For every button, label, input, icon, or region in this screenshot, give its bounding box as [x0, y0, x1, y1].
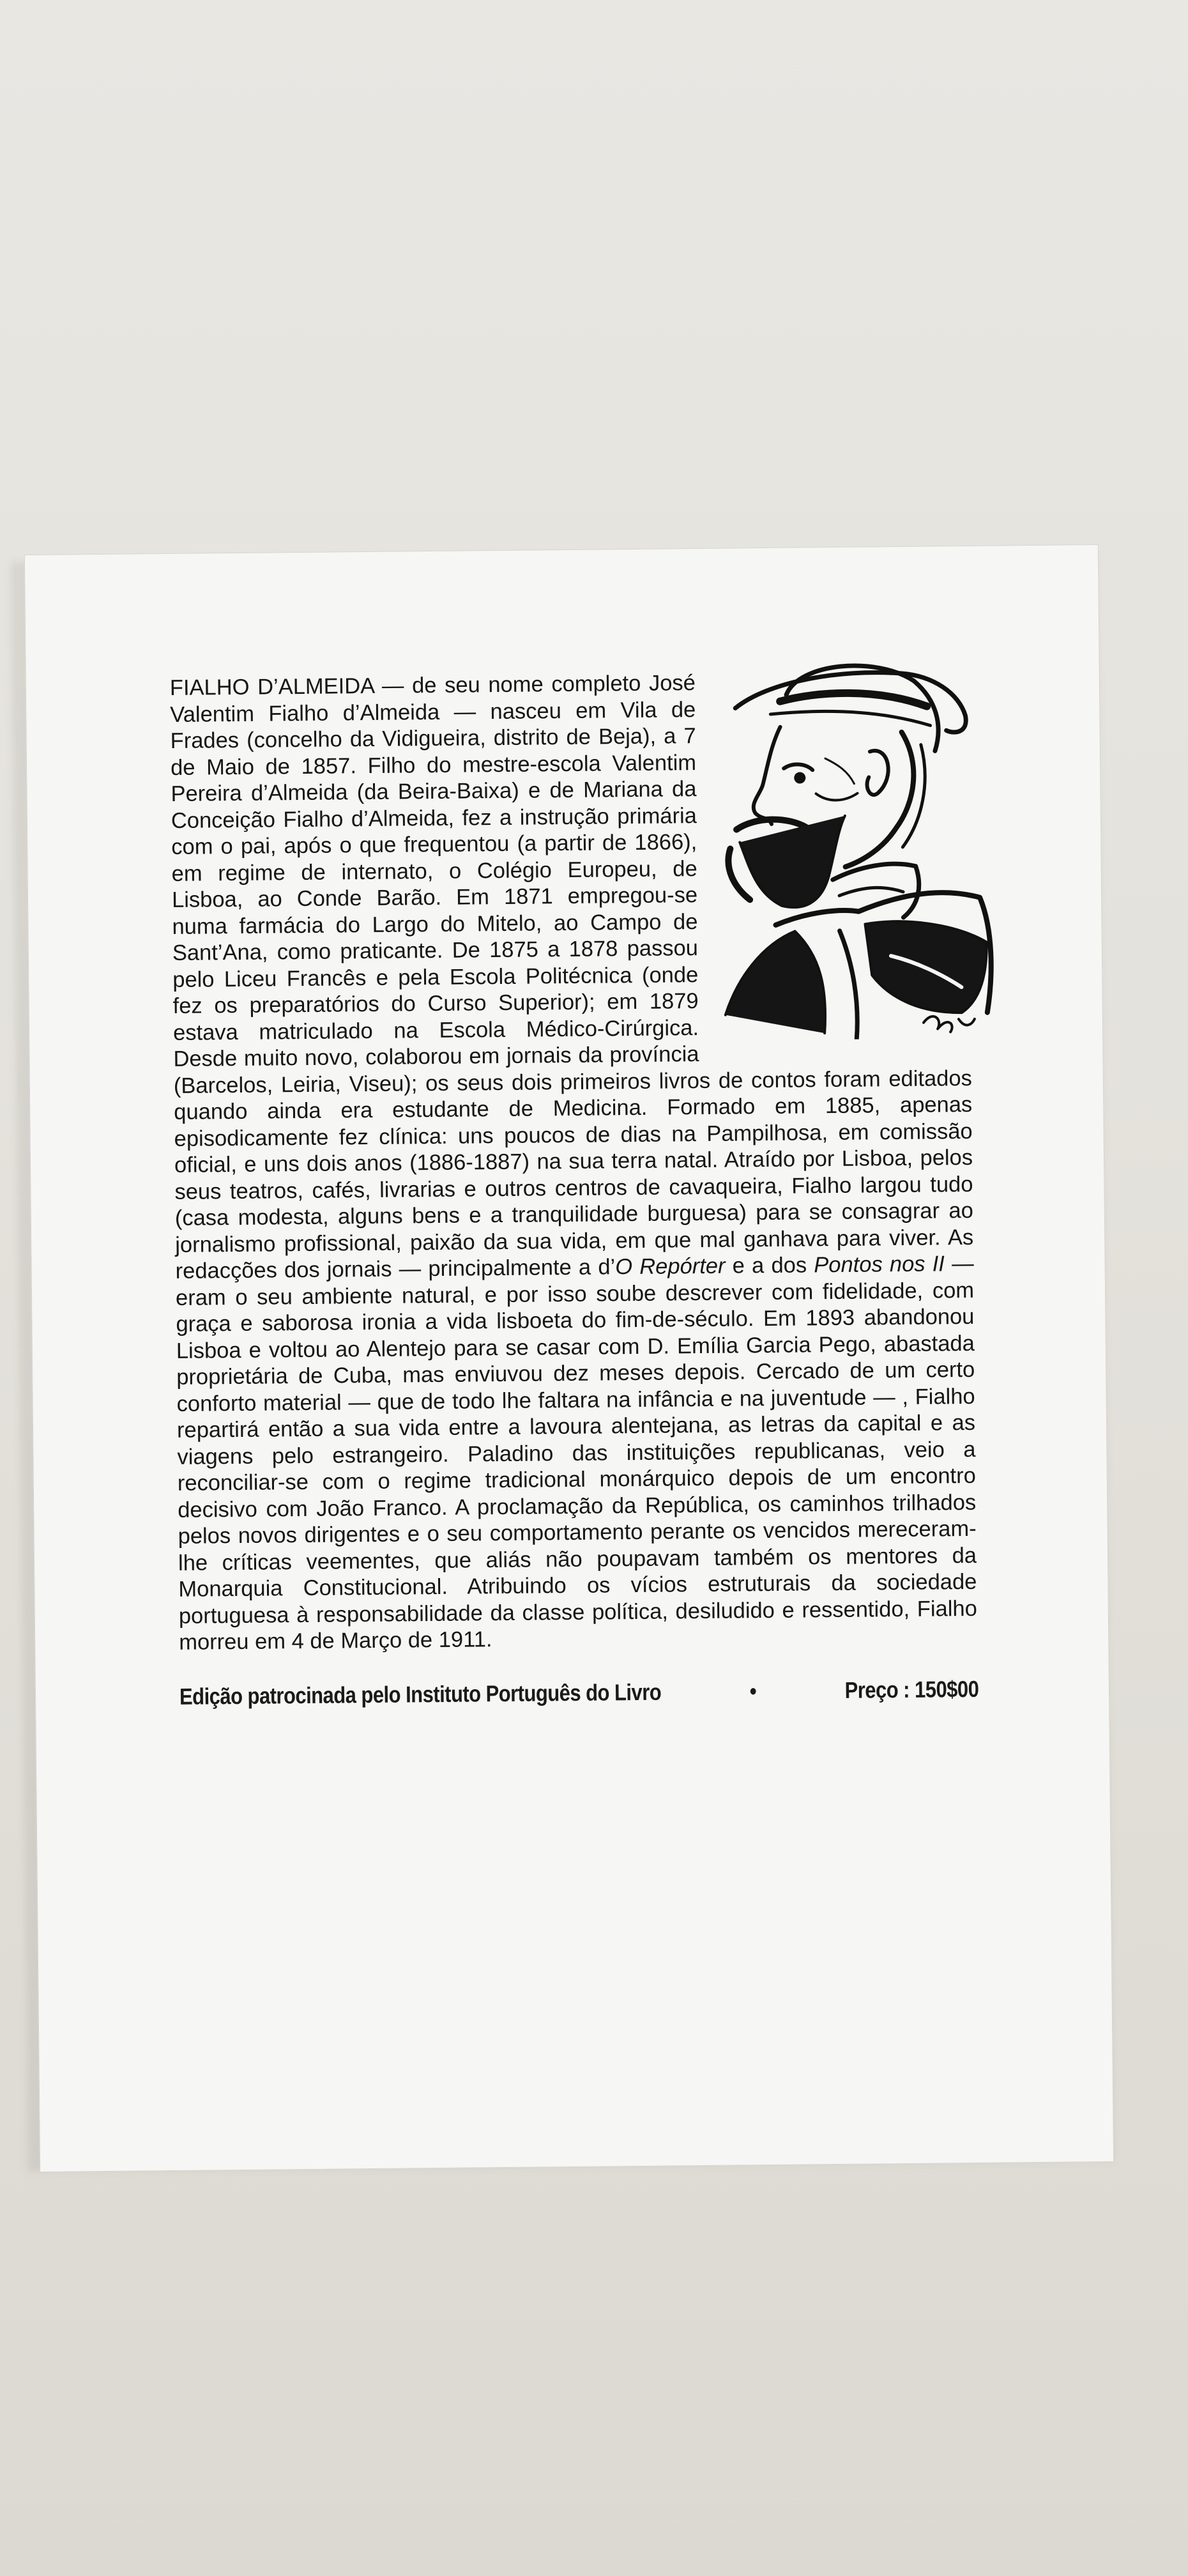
bio-part-3: — eram o seu ambiente natural, e por isso soube descrever com fidelidade, com graça e saborosa ironia a vida lisboeta do fim-de-século. Em 1893 abandonou Lisboa e voltou ao Alentejo para se casar com D. Emília Garcia Pego, abastada proprietária de Cuba, mas enviuvou dez meses depois. Cercado de um certo conforto material — que de todo lhe faltara na infância e na juventude — , Fialho repartirá então a sua vida entre a lavoura alentejana, as letras da capital e as viagens pelo estrangeiro. Paladino das instituições republicanas, veio a reconciliar-se com o regime tradicional monárquico depois de um encontro decisivo com João Franco. A proclamação da República, os caminhos trilhados pelos novos dirigentes e o seu comportamento perante os vencidos mereceram-lhe críticas veementes, que aliás não poupavam também os mentores da Monarquia Constitucional. Atribuindo os vícios estruturais da sociedade portuguesa à responsabilidade da classe política, desiludido e ressentido, Fialho morreu em 4 de Março de 1911. [175, 1251, 977, 1655]
author-portrait-sketch [709, 655, 997, 1041]
sponsor-note: Edição patrocinada pelo Instituto Português do Livro [179, 1678, 662, 1710]
author-name: FIALHO D’ALMEIDA [169, 673, 374, 700]
bio-part-2: e a dos [725, 1253, 814, 1278]
journal-title-pontos-nos-ii: Pontos nos II [814, 1252, 945, 1278]
bio-part-1: — de seu nome completo José Valentim Fialho d’Almeida — nasceu em Vila de Frades (concelho da Vidigueira, distrito de Beja), a 7 de Maio de 1857. Filho do mestre-escola Valentim Pereira d’Almeida (da Beira-Baixa) e de Mariana da Conceição Fialho d’Almeida, fez a instrução primária com o pai, após o que frequentou (a partir de 1866), em regime de internato, o Colégio Europeu, de Lisboa, ao Conde Barão. Em 1871 empregou-se numa farmácia do Largo do Mitelo, ao Campo de Sant’Ana, como praticante. De 1875 a 1878 passou pelo Liceu Francês e pela Escola Politécnica (onde fez os preparatórios do Curso Superior); em 1879 estava matriculado na Escola Médico-Cirúrgica. Desde muito novo, colaborou em jornais da província (Barcelos, Leiria, Viseu); os seus dois primeiros livros de contos foram editados quando ainda era estudante de Medicina. Formado em 1885, apenas episodicamente fez clínica: uns poucos de dias na Pampilhosa, em comissão oficial, e uns dois anos (1886-1887) na sua terra natal. Atraído por Lisboa, pelos seus teatros, cafés, livrarias e outros centros de cavaqueira, Fialho largou tudo (casa modesta, alguns bens e a tranquilidade burguesa) para se consagrar ao jornalismo profissional, paixão da sua vida, em que mal ganhava para viver. As redacções dos jornais — principalmente a d’ [170, 671, 974, 1284]
price-label: Preço : 150$00 [844, 1675, 979, 1703]
footer-separator: • [749, 1677, 757, 1704]
cover-content [170, 668, 978, 1710]
journal-title-o-reporter: O Repórter [615, 1254, 726, 1280]
book-back-cover [24, 544, 1114, 2172]
cover-footer [179, 1675, 979, 1710]
